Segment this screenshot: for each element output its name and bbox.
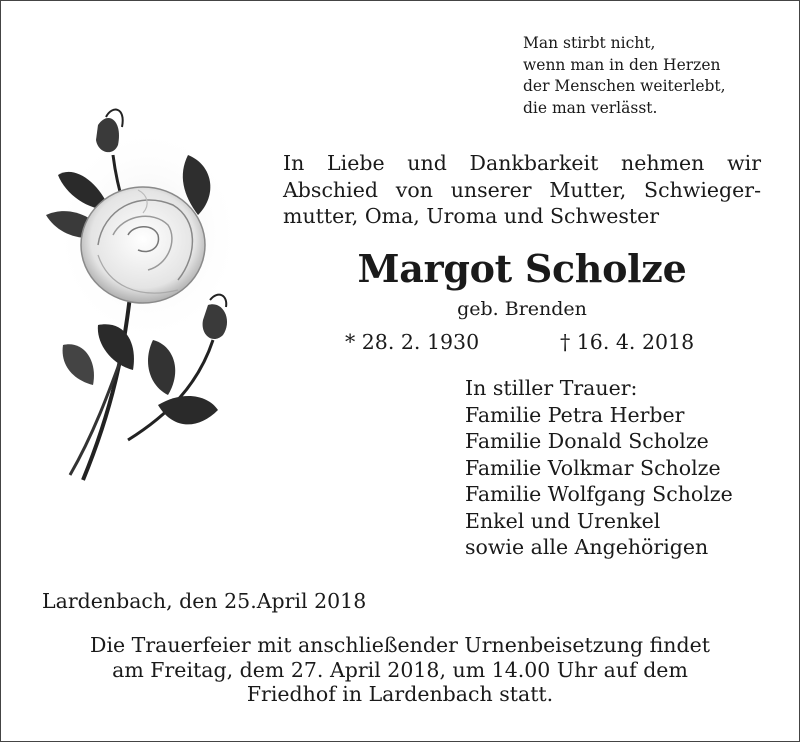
ceremony-line: Friedhof in Lardenbach statt.: [246, 682, 554, 706]
ceremony-info: [0, 633, 800, 707]
intro-text: [283, 150, 761, 230]
mourner-line: sowie alle Angehörigen: [465, 535, 709, 559]
mourner-line: Familie Donald Scholze: [465, 429, 709, 453]
rose-illustration: [38, 95, 248, 490]
intro-line: Abschied von unserer Mutter, Schwieger-: [283, 177, 761, 202]
intro-line: mutter, Oma, Uroma und Schwester: [283, 204, 660, 228]
deceased-name: Margot Scholze: [357, 246, 687, 291]
mourners-list: [465, 375, 733, 561]
place-date: Lardenbach, den 25.April 2018: [42, 589, 367, 613]
maiden-name: geb. Brenden: [457, 298, 587, 320]
ceremony-line: Die Trauerfeier mit anschließender Urnenbeisetzung findet: [90, 633, 710, 657]
intro-line: In Liebe und Dankbarkeit nehmen wir: [283, 151, 761, 175]
quote-line: die man verlässt.: [523, 98, 658, 117]
mourner-line: Familie Wolfgang Scholze: [465, 482, 733, 506]
quote-line: der Menschen weiterlebt,: [523, 77, 726, 95]
ceremony-line: am Freitag, dem 27. April 2018, um 14.00 Uhr auf dem: [112, 657, 688, 682]
memorial-quote: [523, 33, 726, 119]
mourner-line: Familie Volkmar Scholze: [465, 455, 721, 480]
quote-line: Man stirbt nicht,: [523, 34, 656, 52]
quote-line: wenn man in den Herzen: [523, 55, 721, 74]
mourners-heading: In stiller Trauer:: [465, 376, 638, 400]
mourner-line: Familie Petra Herber: [465, 402, 685, 427]
death-date: † 16. 4. 2018: [560, 330, 695, 354]
birth-date: * 28. 2. 1930: [345, 330, 480, 354]
mourner-line: Enkel und Urenkel: [465, 508, 661, 533]
